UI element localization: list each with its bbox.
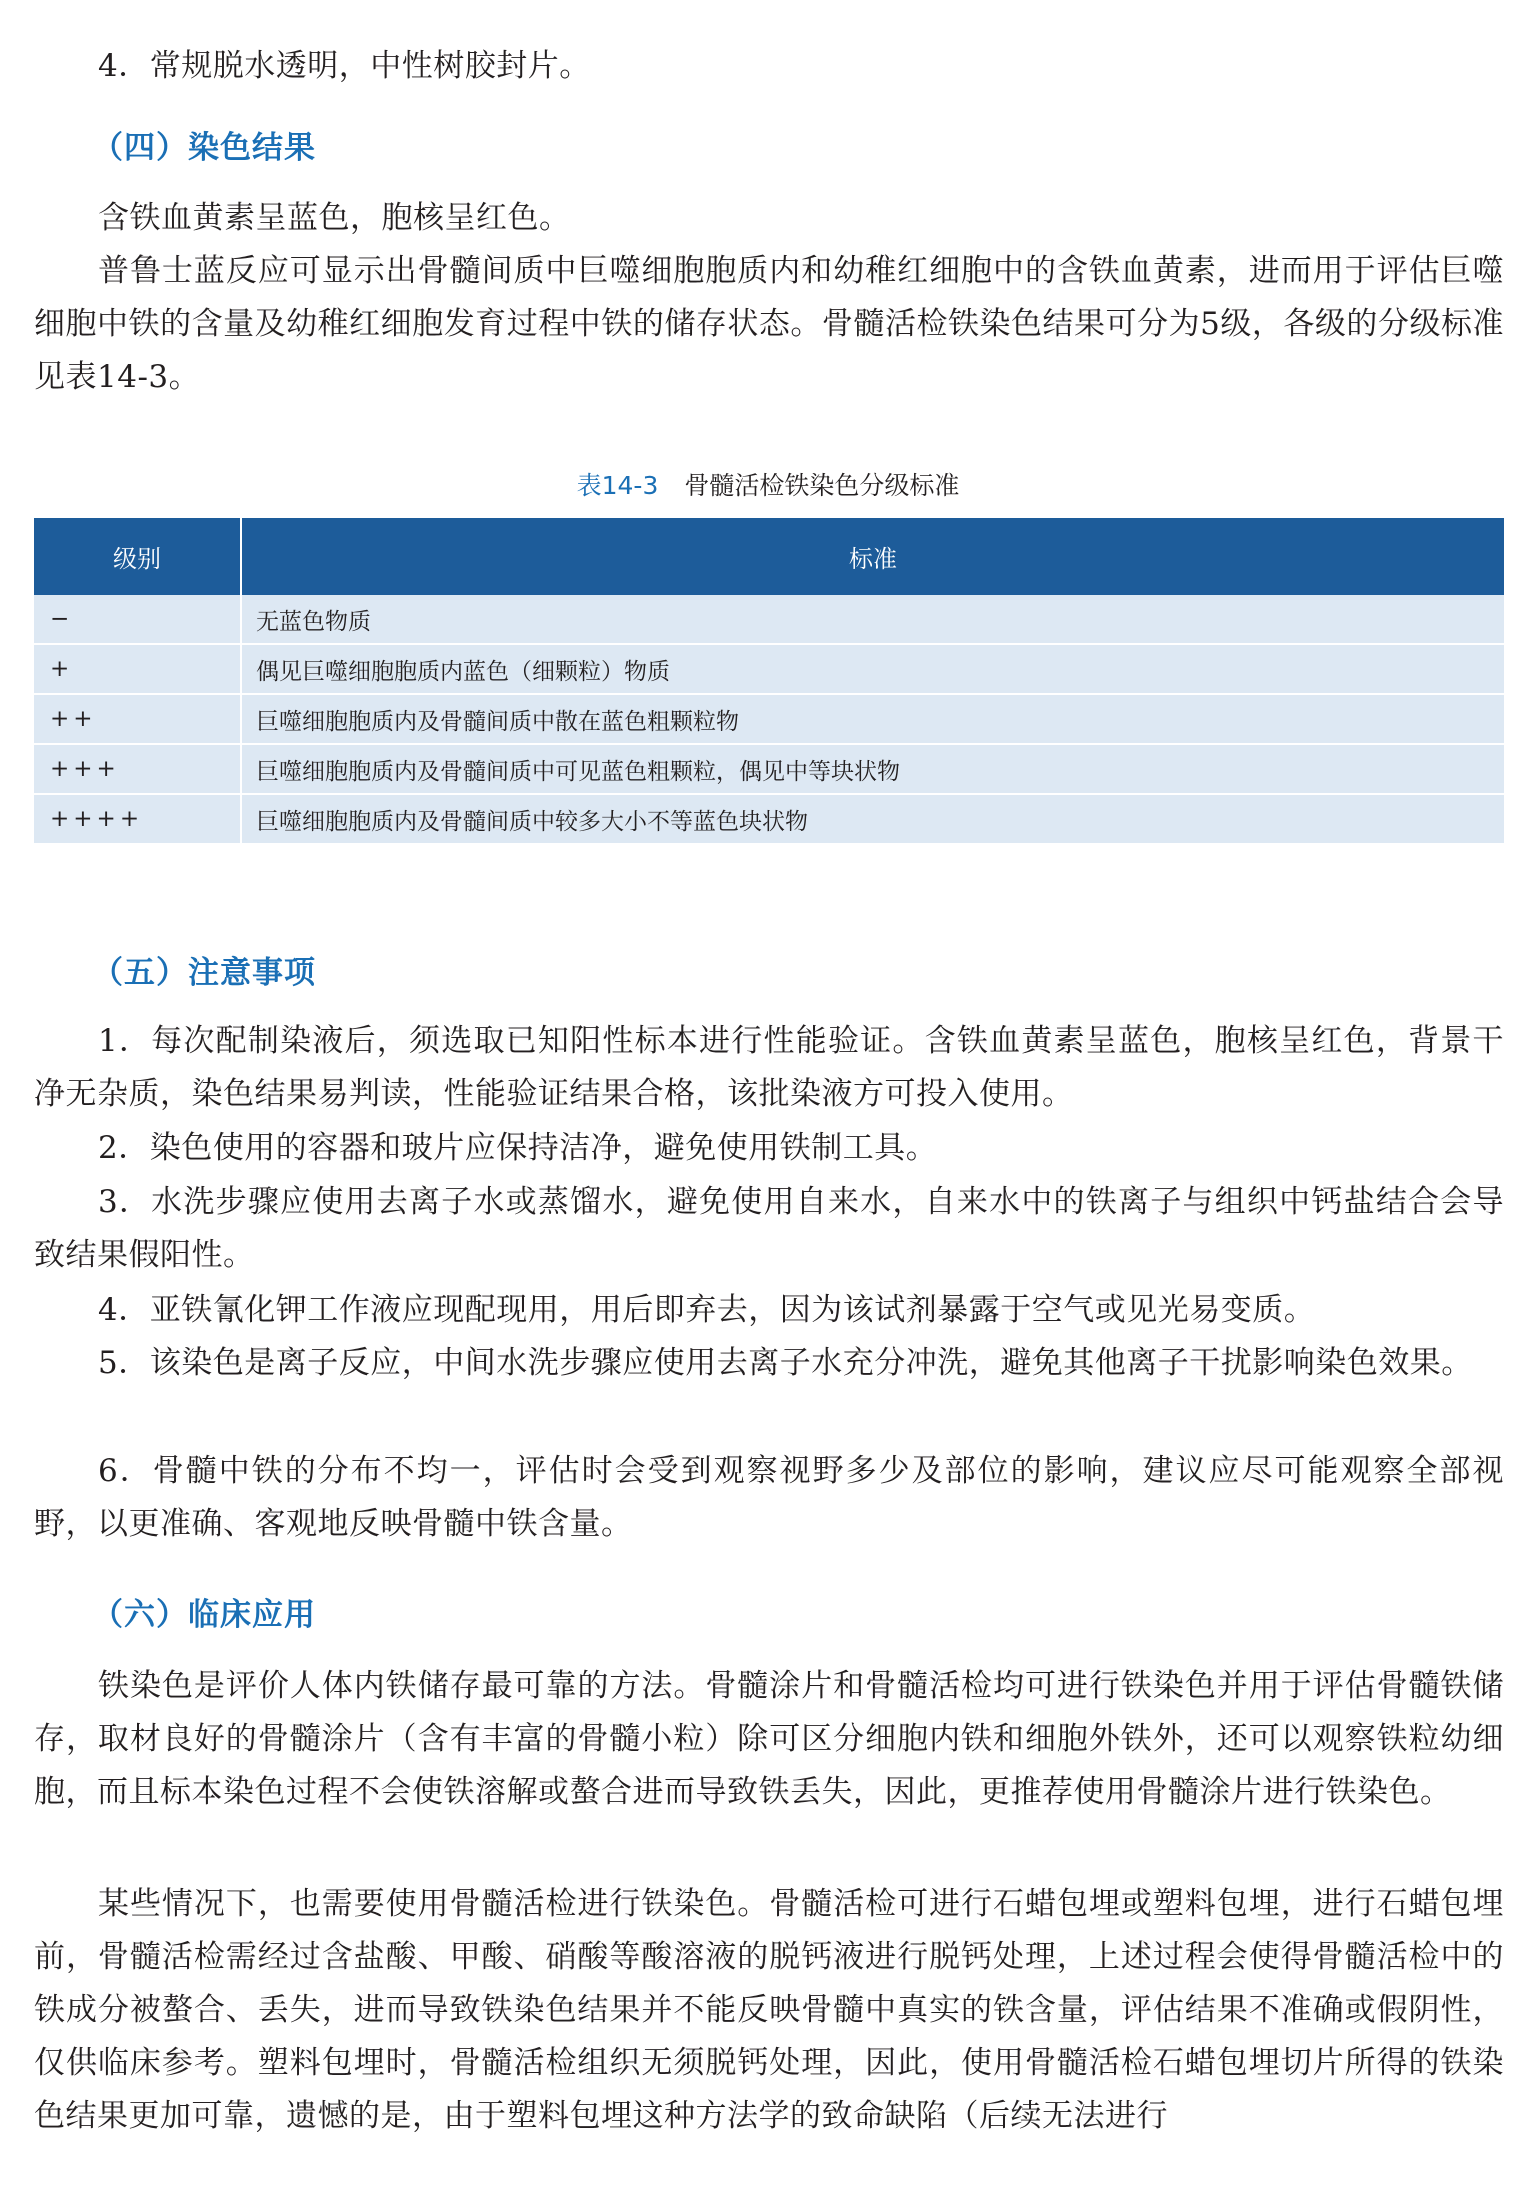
- results-paragraph-1: 含铁血黄素呈蓝色，胞核呈红色。: [98, 200, 571, 236]
- grade-cell: +: [34, 644, 241, 694]
- step-4-text: 4．常规脱水透明，中性树胶封片。: [98, 48, 591, 84]
- table-header-row: [34, 518, 1504, 595]
- table-row: [34, 794, 1504, 844]
- section-heading-staining-results: （四）染色结果: [92, 130, 316, 166]
- criterion-cell: 巨噬细胞胞质内及骨髓间质中散在蓝色粗颗粒物: [241, 694, 1504, 744]
- table-row: [34, 595, 1504, 644]
- table-caption-title: 骨髓活检铁染色分级标准: [684, 471, 960, 500]
- precaution-item-3: 3．水洗步骤应使用去离子水或蒸馏水，避免使用自来水，自来水中的铁离子与组织中钙盐结合会导致结果假阳性。: [34, 1184, 1504, 1273]
- results-paragraph-2: 普鲁士蓝反应可显示出骨髓间质中巨噬细胞胞质内和幼稚红细胞中的含铁血黄素，进而用于评估巨噬细胞中铁的含量及幼稚红细胞发育过程中铁的储存状态。骨髓活检铁染色结果可分为5级，各级的分级标准见表14-3。: [34, 253, 1504, 395]
- grade-cell: +++: [34, 744, 241, 794]
- criterion-cell: 巨噬细胞胞质内及骨髓间质中较多大小不等蓝色块状物: [241, 794, 1504, 844]
- precaution-item-1: 1．每次配制染液后，须选取已知阳性标本进行性能验证。含铁血黄素呈蓝色，胞核呈红色，背景干净无杂质，染色结果易判读，性能验证结果合格，该批染液方可投入使用。: [34, 1023, 1504, 1112]
- table-row: [34, 744, 1504, 794]
- grade-cell: ++: [34, 694, 241, 744]
- table-row: [34, 694, 1504, 744]
- grade-cell: ++++: [34, 794, 241, 844]
- table-caption-number: 表14-3: [576, 471, 659, 500]
- section-heading-clinical-application: （六）临床应用: [92, 1597, 316, 1633]
- precaution-item-6: 6．骨髓中铁的分布不均一，评估时会受到观察视野多少及部位的影响，建议应尽可能观察全部视野，以更准确、客观地反映骨髓中铁含量。: [34, 1453, 1504, 1542]
- grade-cell: −: [34, 595, 241, 644]
- header-grade: 级别: [34, 518, 241, 595]
- precaution-item-4: 4．亚铁氰化钾工作液应现配现用，用后即弃去，因为该试剂暴露于空气或见光易变质。: [98, 1292, 1316, 1328]
- table-row: [34, 644, 1504, 694]
- grading-table: [34, 518, 1504, 845]
- table-caption: [0, 466, 1536, 506]
- clinical-paragraph-2: 某些情况下，也需要使用骨髓活检进行铁染色。骨髓活检可进行石蜡包埋或塑料包埋，进行石蜡包埋前，骨髓活检需经过含盐酸、甲酸、硝酸等酸溶液的脱钙液进行脱钙处理，上述过程会使得骨髓活检中的铁成分被螯合、丢失，进而导致铁染色结果并不能反映骨髓中真实的铁含量，评估结果不准确或假阴性，仅供临床参考。塑料包埋时，骨髓活检组织无须脱钙处理，因此，使用骨髓活检石蜡包埋切片所得的铁染色结果更加可靠，遗憾的是，由于塑料包埋这种方法学的致命缺陷（后续无法进行: [34, 1886, 1504, 2134]
- criterion-cell: 偶见巨噬细胞胞质内蓝色（细颗粒）物质: [241, 644, 1504, 694]
- criterion-cell: 无蓝色物质: [241, 595, 1504, 644]
- clinical-paragraph-1: 铁染色是评价人体内铁储存最可靠的方法。骨髓涂片和骨髓活检均可进行铁染色并用于评估骨髓铁储存，取材良好的骨髓涂片（含有丰富的骨髓小粒）除可区分细胞内铁和细胞外铁外，还可以观察铁粒幼细胞，而且标本染色过程不会使铁溶解或螯合进而导致铁丢失，因此，更推荐使用骨髓涂片进行铁染色。: [34, 1668, 1504, 1810]
- precaution-item-5: 5．该染色是离子反应，中间水洗步骤应使用去离子水充分冲洗，避免其他离子干扰影响染色效果。: [98, 1345, 1473, 1381]
- header-criterion: 标准: [241, 518, 1504, 595]
- section-heading-precautions: （五）注意事项: [92, 955, 316, 991]
- precaution-item-2: 2．染色使用的容器和玻片应保持洁净，避免使用铁制工具。: [98, 1130, 938, 1166]
- criterion-cell: 巨噬细胞胞质内及骨髓间质中可见蓝色粗颗粒，偶见中等块状物: [241, 744, 1504, 794]
